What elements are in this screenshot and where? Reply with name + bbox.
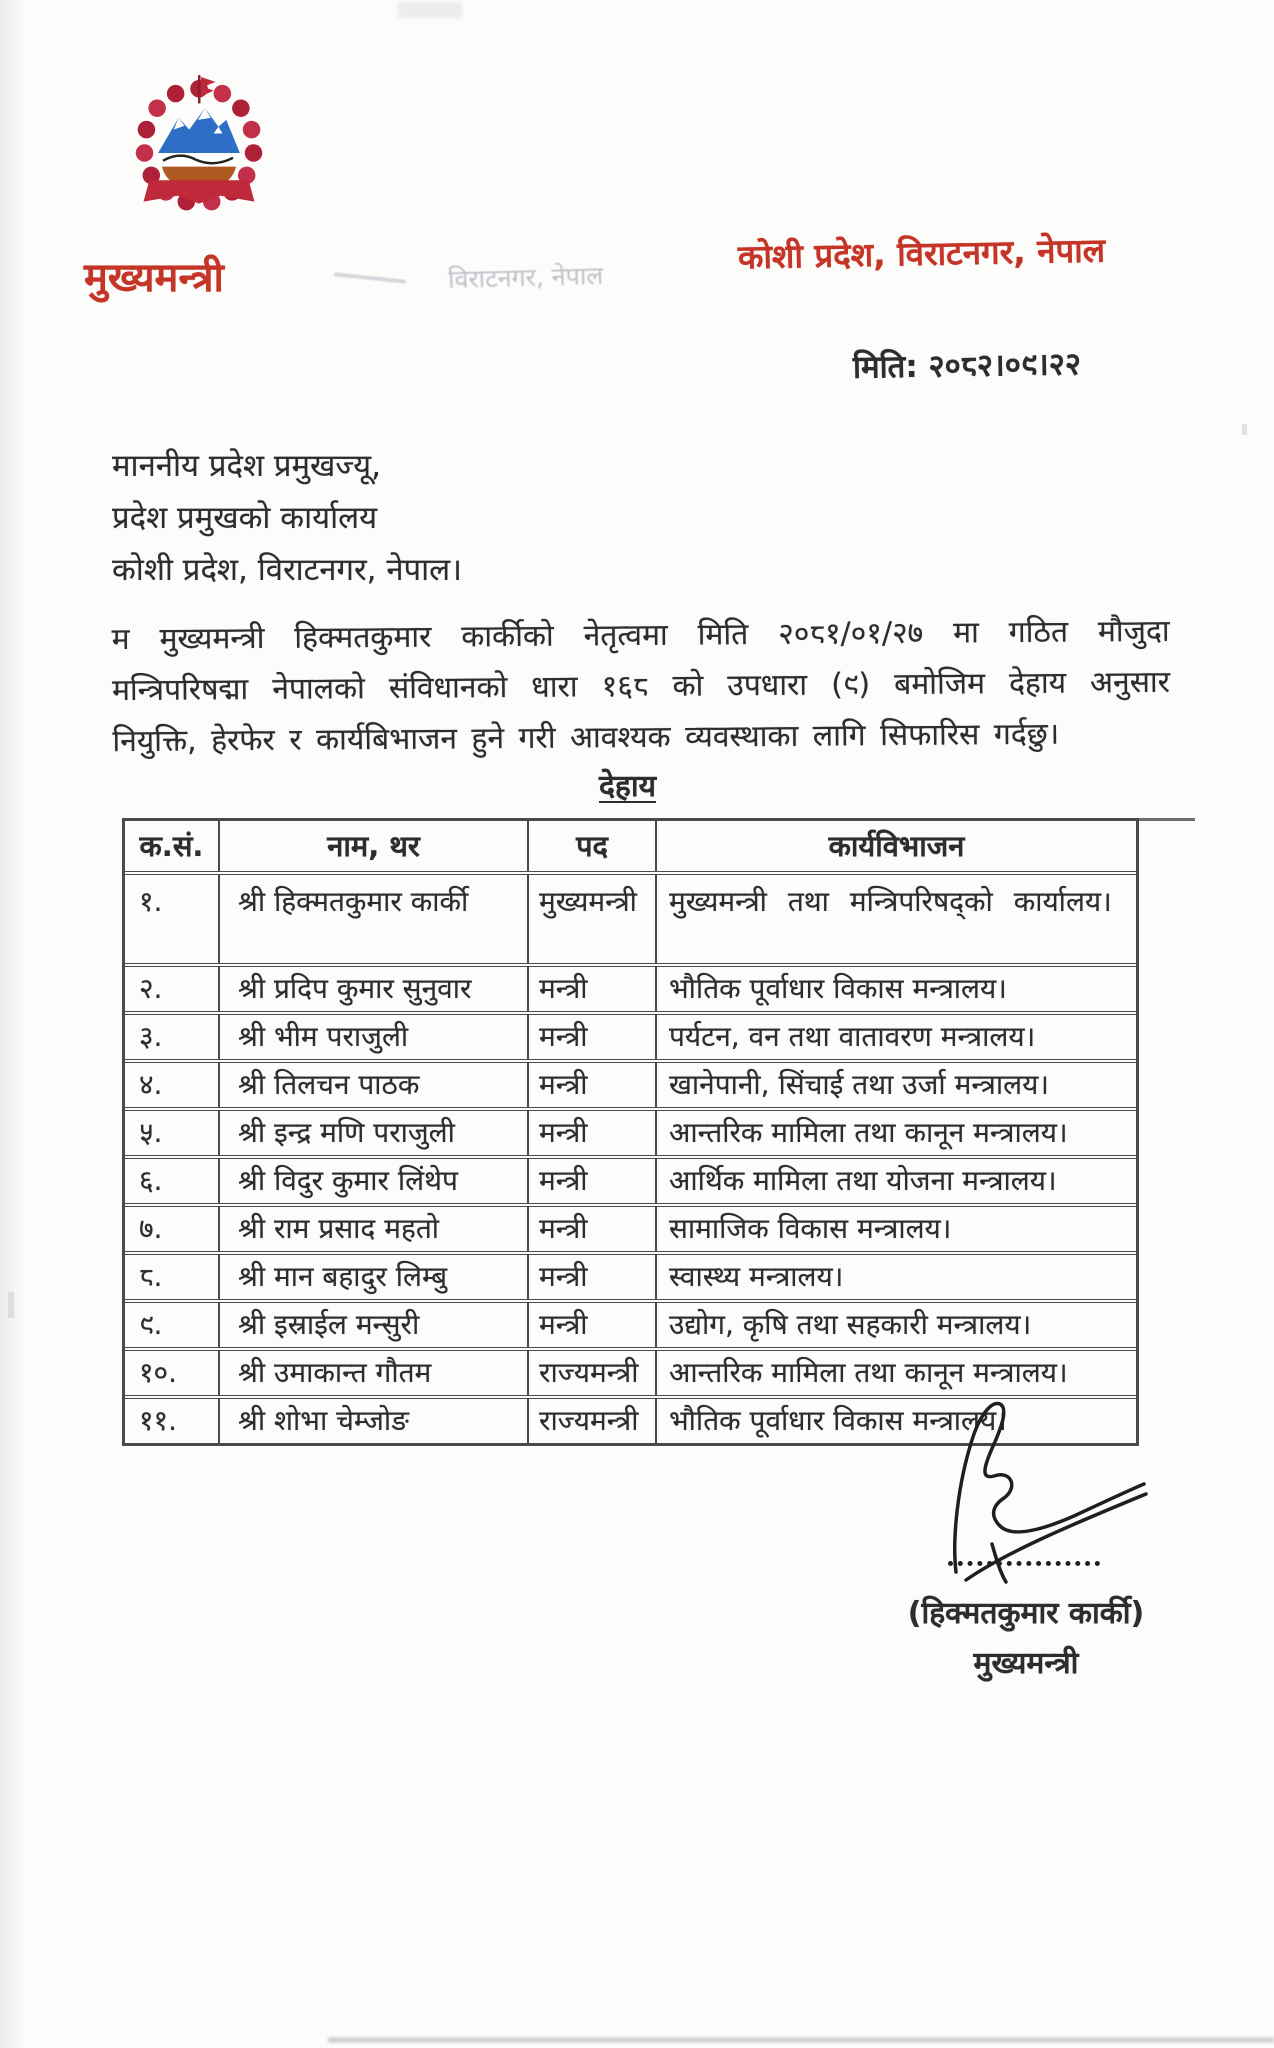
cell-serial: ६. bbox=[139, 1164, 163, 1197]
cell-portfolio: पर्यटन, वन तथा वातावरण मन्त्रालय। bbox=[655, 1015, 1136, 1059]
cell-name: श्री उमाकान्त गौतम bbox=[218, 1351, 527, 1395]
cell-name: श्री इस्राईल मन्सुरी bbox=[218, 1303, 527, 1347]
address-line: प्रदेश प्रमुखको कार्यालय bbox=[112, 500, 378, 536]
table-row bbox=[125, 1059, 1136, 1107]
scan-line-artifact bbox=[1133, 818, 1195, 821]
cell-name: श्री तिलचन पाठक bbox=[218, 1063, 527, 1107]
province-heading: कोशी प्रदेश, विराटनगर, नेपाल bbox=[737, 230, 1106, 277]
cell-position: मन्त्री bbox=[527, 1207, 655, 1251]
table-row bbox=[125, 1395, 1136, 1443]
scan-speck bbox=[334, 272, 406, 284]
signatory-title: मुख्यमन्त्री bbox=[973, 1646, 1079, 1681]
faint-stamp-text: विराटनगर, नेपाल bbox=[447, 260, 604, 295]
cell-serial: ८. bbox=[139, 1260, 163, 1293]
brand-title: मुख्यमन्त्री bbox=[84, 255, 224, 301]
cell-portfolio: आन्तरिक मामिला तथा कानून मन्त्रालय। bbox=[655, 1351, 1136, 1395]
cell-portfolio: उद्योग, कृषि तथा सहकारी मन्त्रालय। bbox=[655, 1303, 1136, 1347]
cell-name: श्री मान बहादुर लिम्बु bbox=[218, 1255, 527, 1299]
table-body bbox=[125, 871, 1136, 1443]
cell-name: श्री शोभा चेम्जोङ bbox=[218, 1399, 527, 1443]
cell-portfolio: भौतिक पूर्वाधार विकास मन्त्रालय। bbox=[655, 967, 1136, 1011]
cell-position: मन्त्री bbox=[527, 1015, 655, 1059]
table-row bbox=[125, 1155, 1136, 1203]
cell-position: मन्त्री bbox=[527, 1255, 655, 1299]
cell-serial: १. bbox=[139, 885, 163, 918]
cell-position: मन्त्री bbox=[527, 1063, 655, 1107]
scan-edge-artifact bbox=[328, 2037, 1274, 2043]
cell-name: श्री राम प्रसाद महतो bbox=[218, 1207, 527, 1251]
address-line: कोशी प्रदेश, विराटनगर, नेपाल। bbox=[112, 552, 462, 588]
cell-position: मन्त्री bbox=[527, 1111, 655, 1155]
cell-position: राज्यमन्त्री bbox=[527, 1399, 655, 1443]
header-cell: कार्यविभाजन bbox=[655, 821, 1136, 871]
table-row bbox=[125, 1347, 1136, 1395]
cell-portfolio: भौतिक पूर्वाधार विकास मन्त्रालय। bbox=[655, 1399, 1136, 1443]
scan-speck bbox=[1242, 424, 1247, 435]
body-paragraph: म मुख्यमन्त्री हिक्मतकुमार कार्कीको नेतृत्वमा मिति २०८१/०१/२७ मा गठित मौजुदा मन्त्रिपरिषद्मा नेपालको संविधानको धारा १६८ को उपधारा (९) बमोजिम देहाय अनुसार नियुक्ति, हेरफेर र कार्यबिभाजन हुने गरी आवश्यक व्यवस्थाका लागि सिफारिस गर्दछु। bbox=[111, 613, 1171, 760]
cell-portfolio: आन्तरिक मामिला तथा कानून मन्त्रालय। bbox=[655, 1111, 1136, 1155]
nepal-emblem-logo bbox=[126, 72, 272, 232]
cell-position: मुख्यमन्त्री bbox=[527, 875, 655, 963]
cell-name: श्री हिक्मतकुमार कार्की bbox=[218, 875, 527, 963]
cell-serial: ९. bbox=[139, 1308, 163, 1341]
header-cell: पद bbox=[527, 821, 655, 871]
cell-serial: ७. bbox=[139, 1212, 163, 1245]
cell-portfolio: स्वास्थ्य मन्त्रालय। bbox=[655, 1255, 1136, 1299]
cell-position: मन्त्री bbox=[527, 1303, 655, 1347]
table-row bbox=[125, 1251, 1136, 1299]
header-cell: क.सं. bbox=[139, 829, 204, 863]
table-row bbox=[125, 1107, 1136, 1155]
table-row bbox=[125, 1011, 1136, 1059]
scan-speck bbox=[398, 2, 462, 18]
cell-portfolio: सामाजिक विकास मन्त्रालय। bbox=[655, 1207, 1136, 1251]
cell-serial: ४. bbox=[139, 1068, 163, 1101]
cell-serial: ५. bbox=[139, 1116, 163, 1149]
header-cell: नाम, थर bbox=[218, 821, 527, 871]
cell-serial: २. bbox=[139, 972, 163, 1005]
table-header-row bbox=[125, 821, 1136, 871]
cell-name: श्री प्रदिप कुमार सुनुवार bbox=[218, 967, 527, 1011]
signature-dotted-line bbox=[948, 1556, 1100, 1566]
cell-position: राज्यमन्त्री bbox=[527, 1351, 655, 1395]
cell-portfolio: मुख्यमन्त्री तथा मन्त्रिपरिषद्को कार्यालय। bbox=[655, 875, 1136, 963]
scan-speck bbox=[8, 1292, 14, 1318]
cell-serial: १०. bbox=[139, 1356, 178, 1389]
cell-name: श्री विदुर कुमार लिंथेप bbox=[218, 1159, 527, 1203]
table-row bbox=[125, 1203, 1136, 1251]
table-row bbox=[125, 963, 1136, 1011]
cell-serial: ११. bbox=[139, 1404, 178, 1437]
cell-serial: ३. bbox=[139, 1020, 163, 1053]
address-block bbox=[112, 440, 462, 596]
table-row bbox=[125, 871, 1136, 963]
cell-name: श्री भीम पराजुली bbox=[218, 1015, 527, 1059]
cell-portfolio: खानेपानी, सिंचाई तथा उर्जा मन्त्रालय। bbox=[655, 1063, 1136, 1107]
cell-name: श्री इन्द्र मणि पराजुली bbox=[218, 1111, 527, 1155]
date-line: मिति: २०८२।०९।२२ bbox=[852, 346, 1082, 386]
table-row bbox=[125, 1299, 1136, 1347]
schedule-table bbox=[122, 818, 1139, 1446]
cell-portfolio: आर्थिक मामिला तथा योजना मन्त्रालय। bbox=[655, 1159, 1136, 1203]
cell-position: मन्त्री bbox=[527, 967, 655, 1011]
signatory-name: (हिक्मतकुमार कार्की) bbox=[907, 1596, 1145, 1631]
address-line: माननीय प्रदेश प्रमुखज्यू, bbox=[112, 448, 381, 484]
cell-position: मन्त्री bbox=[527, 1159, 655, 1203]
table-title: देहाय bbox=[598, 769, 657, 804]
